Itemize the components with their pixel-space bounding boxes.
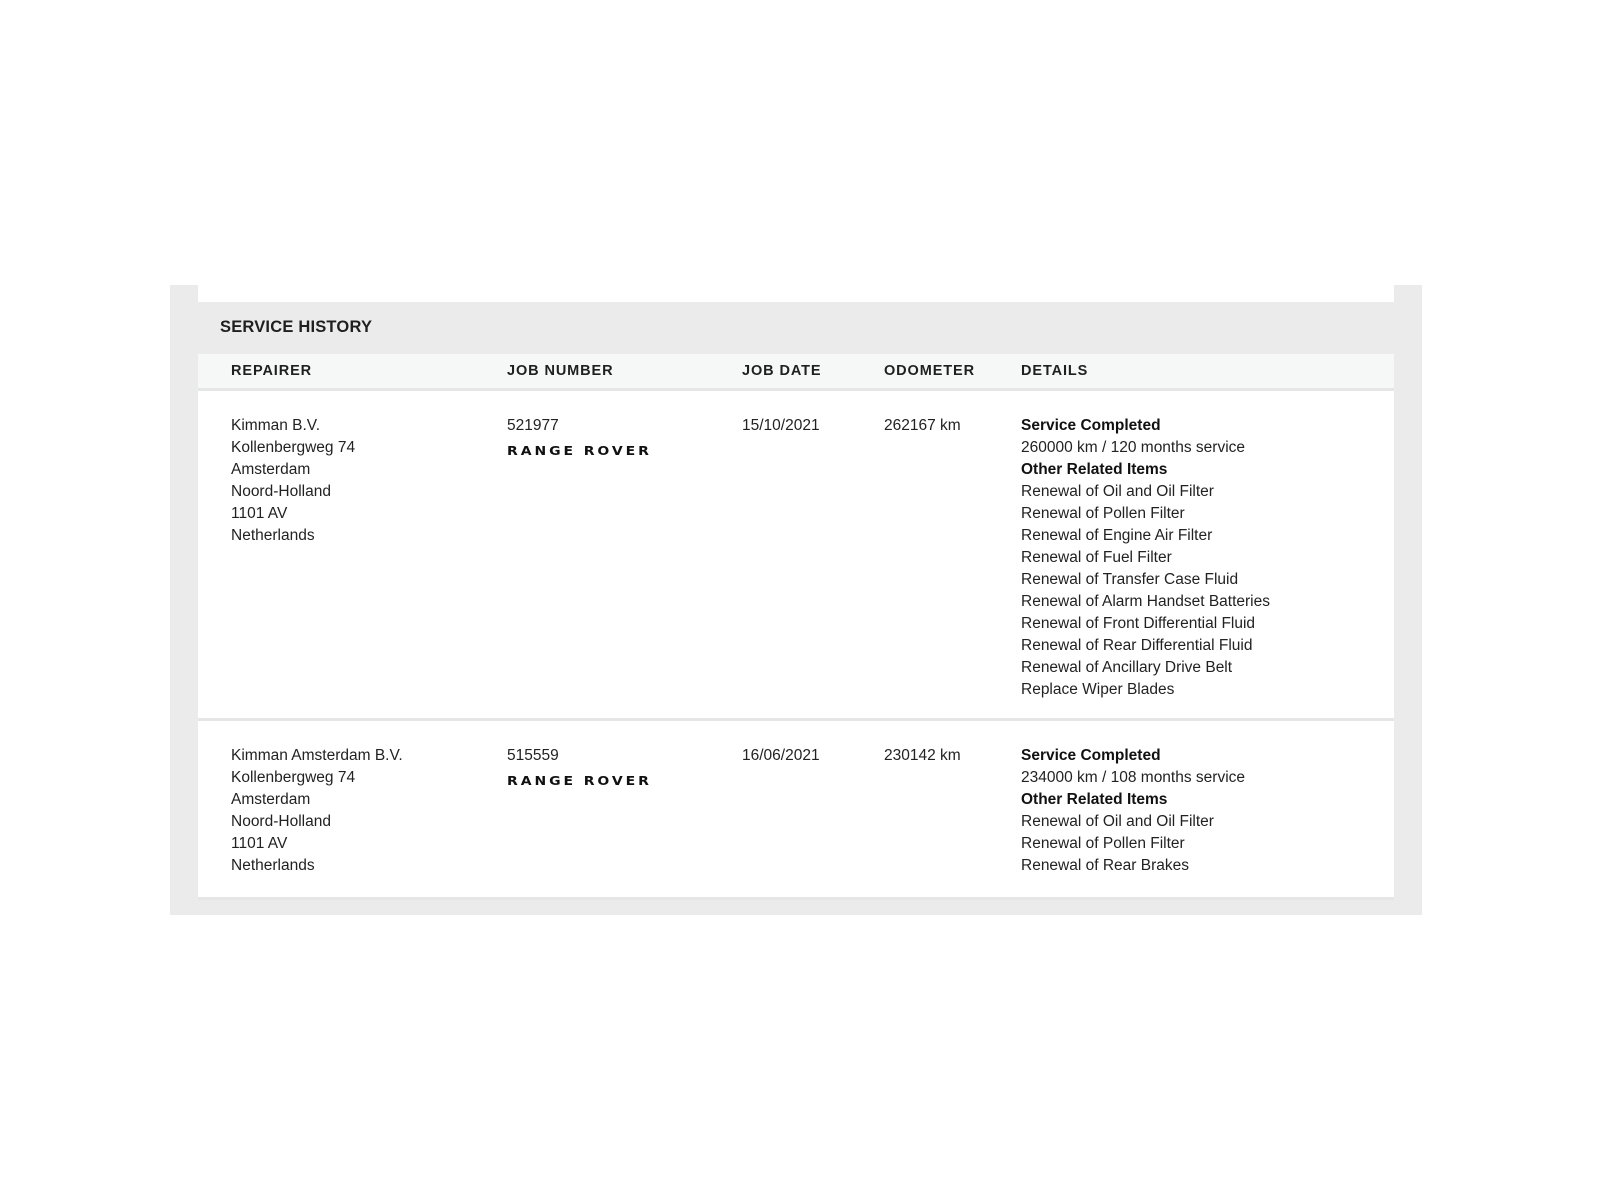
card-top-edge [198,285,1394,302]
repairer-city: Amsterdam [231,461,311,478]
table-row [198,721,1394,900]
column-header-job-date: JOB DATE [742,363,822,379]
details-cell [1021,745,1245,877]
related-item: Renewal of Pollen Filter [1021,505,1185,522]
repairer-country: Netherlands [231,857,315,874]
job-date: 15/10/2021 [742,417,820,434]
repairer-address [231,415,355,547]
other-related-items-heading: Other Related Items [1021,791,1168,808]
details-cell [1021,415,1270,701]
related-item: Renewal of Front Differential Fluid [1021,615,1256,632]
range-rover-logo: RANGE ROVER [507,443,652,458]
column-header-details: DETAILS [1021,363,1089,379]
related-item: Renewal of Engine Air Filter [1021,527,1213,544]
related-item: Renewal of Transfer Case Fluid [1021,571,1239,588]
related-item: Renewal of Oil and Oil Filter [1021,483,1214,500]
service-interval: 234000 km / 108 months service [1021,769,1246,786]
service-completed-heading: Service Completed [1021,417,1161,434]
repairer-street: Kollenbergweg 74 [231,439,356,456]
repairer-postcode: 1101 AV [231,505,288,522]
odometer-reading: 262167 km [884,417,961,434]
repairer-region: Noord-Holland [231,813,331,830]
related-item: Renewal of Ancillary Drive Belt [1021,659,1233,676]
service-history-table [198,354,1394,900]
related-item: Replace Wiper Blades [1021,681,1175,698]
repairer-postcode: 1101 AV [231,835,288,852]
table-row [198,391,1394,721]
job-number-cell [507,415,652,462]
service-history-card [170,285,1422,915]
job-number-cell [507,745,652,792]
repairer-name: Kimman B.V. [231,417,321,434]
range-rover-logo: RANGE ROVER [507,773,652,788]
repairer-street: Kollenbergweg 74 [231,769,356,786]
table-header [198,354,1394,391]
column-header-odometer: ODOMETER [884,363,975,379]
odometer-reading: 230142 km [884,747,961,764]
related-item: Renewal of Oil and Oil Filter [1021,813,1214,830]
section-title: SERVICE HISTORY [220,318,373,336]
service-completed-heading: Service Completed [1021,747,1161,764]
job-number: 515559 [507,747,559,764]
repairer-address [231,745,403,877]
related-item: Renewal of Rear Brakes [1021,857,1189,874]
column-header-job-number: JOB NUMBER [507,363,614,379]
column-header-repairer: REPAIRER [231,363,313,379]
related-item: Renewal of Alarm Handset Batteries [1021,593,1270,610]
related-item: Renewal of Fuel Filter [1021,549,1172,566]
other-related-items-heading: Other Related Items [1021,461,1168,478]
related-item: Renewal of Rear Differential Fluid [1021,637,1253,654]
repairer-region: Noord-Holland [231,483,331,500]
related-item: Renewal of Pollen Filter [1021,835,1185,852]
repairer-city: Amsterdam [231,791,311,808]
service-interval: 260000 km / 120 months service [1021,439,1246,456]
repairer-name: Kimman Amsterdam B.V. [231,747,403,764]
repairer-country: Netherlands [231,527,315,544]
job-date: 16/06/2021 [742,747,820,764]
job-number: 521977 [507,417,559,434]
